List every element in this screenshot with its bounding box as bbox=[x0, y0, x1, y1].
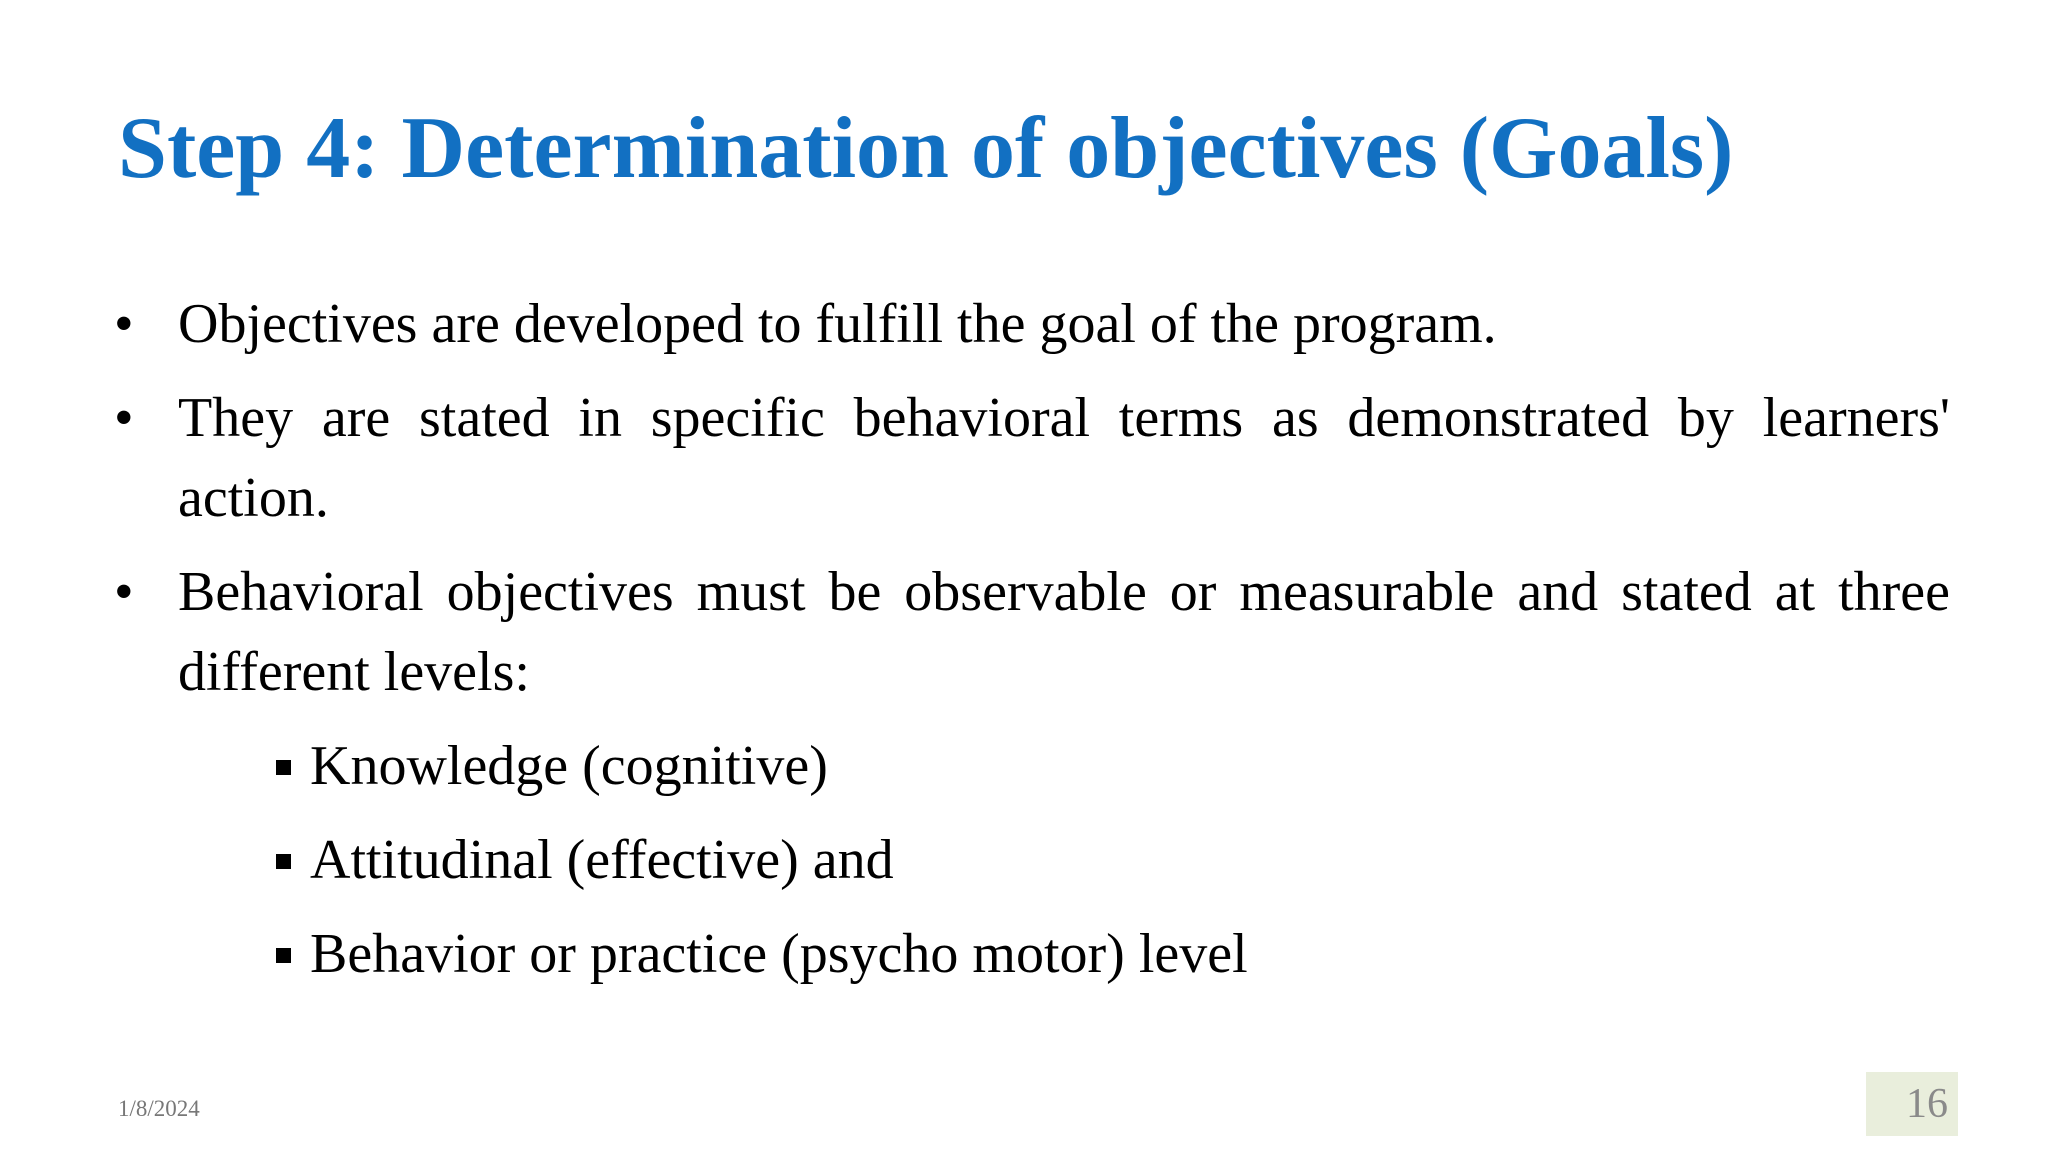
bullet-text: Behavioral objectives must be observable or measurable and stated at three different levels: bbox=[178, 561, 1950, 703]
bullet-item bbox=[112, 552, 1950, 712]
footer-date: 1/8/2024 bbox=[118, 1096, 200, 1121]
bullet-text: They are stated in specific behavioral terms as demonstrated by learners' action. bbox=[178, 387, 1950, 529]
bullet-list bbox=[112, 284, 1950, 712]
square-bullet-icon bbox=[276, 760, 291, 775]
bullet-dot-icon: • bbox=[114, 387, 134, 449]
square-bullet-icon bbox=[276, 948, 291, 963]
sub-bullet-text: Behavior or practice (psycho motor) level bbox=[310, 923, 1248, 985]
page-number: 16 bbox=[1866, 1072, 1958, 1136]
sub-bullet-text: Knowledge (cognitive) bbox=[310, 735, 828, 797]
sub-bullet-item bbox=[276, 726, 1950, 806]
sub-bullet-item bbox=[276, 914, 1950, 994]
bullet-dot-icon: • bbox=[114, 561, 134, 623]
square-bullet-icon bbox=[276, 854, 291, 869]
sub-bullet-item bbox=[276, 820, 1950, 900]
sub-bullet-text: Attitudinal (effective) and bbox=[310, 829, 894, 891]
slide-title: Step 4: Determination of objectives (Goals) bbox=[118, 100, 1734, 197]
slide-content bbox=[112, 284, 1950, 1008]
bullet-item bbox=[112, 378, 1950, 538]
bullet-text: Objectives are developed to fulfill the goal of the program. bbox=[178, 293, 1497, 355]
sub-bullet-list bbox=[112, 726, 1950, 994]
bullet-item bbox=[112, 284, 1950, 364]
bullet-dot-icon: • bbox=[114, 293, 134, 355]
